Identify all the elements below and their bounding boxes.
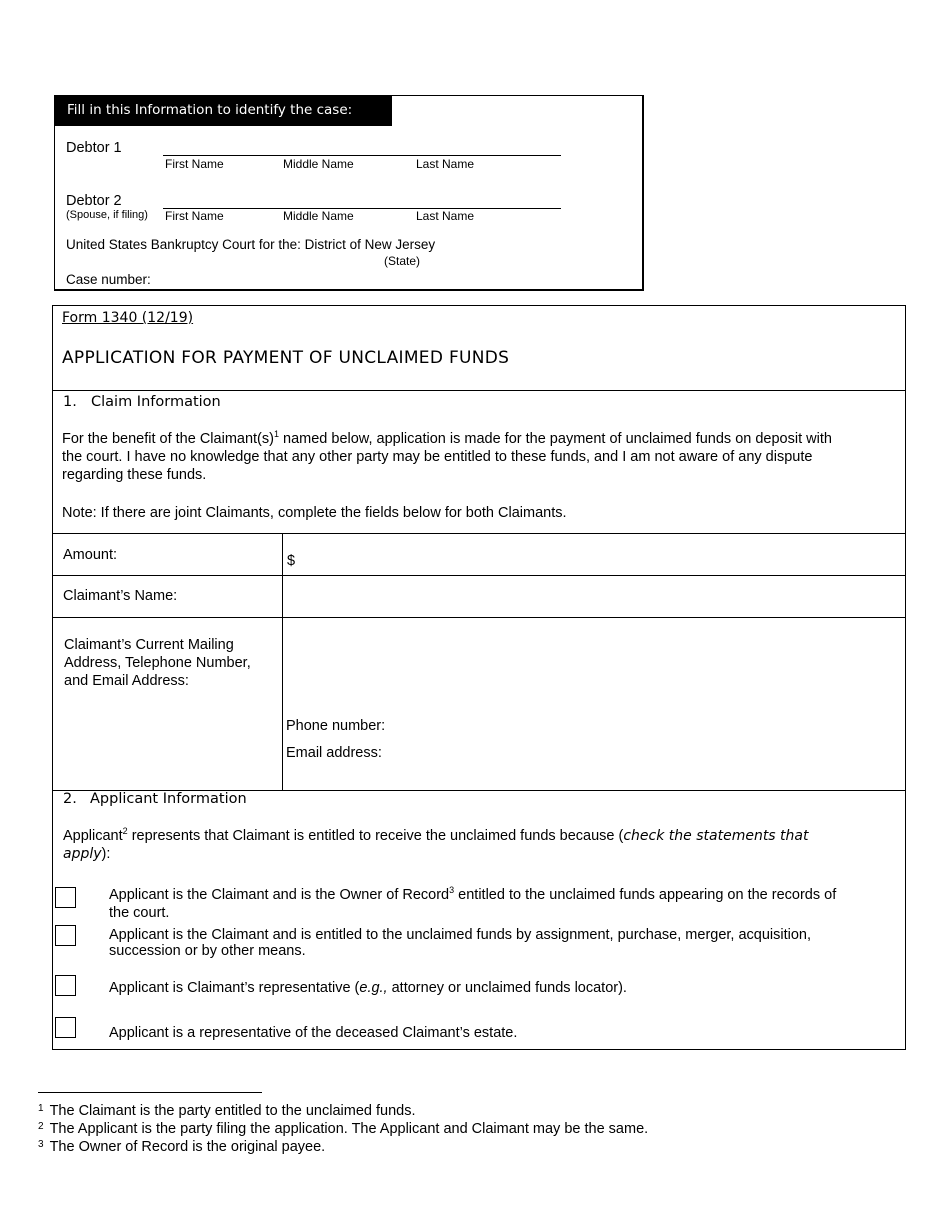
option1-text-line2: the court. (109, 905, 170, 921)
debtor1-first-name-label: First Name (165, 157, 224, 171)
debtor2-label: Debtor 2 (66, 193, 122, 209)
application-form (52, 305, 906, 1050)
option1-text-a: Applicant is the Claimant and is the Owner of Record (109, 887, 450, 903)
amount-label: Amount: (63, 547, 117, 563)
column-divider (282, 533, 283, 790)
divider (53, 575, 905, 576)
owner-of-record-checkbox[interactable] (55, 887, 76, 908)
address-label-line3: and Email Address: (64, 673, 189, 689)
footnote-1-text: The Claimant is the party entitled to the unclaimed funds. (49, 1103, 416, 1119)
debtor1-middle-name-label: Middle Name (283, 157, 354, 171)
claimant-name-field[interactable] (284, 577, 904, 616)
option3-text (109, 979, 899, 997)
case-identification-box (54, 95, 644, 291)
footnote-ref-1: 1 (273, 429, 279, 440)
debtor2-first-name-label: First Name (165, 209, 224, 223)
phone-number-field[interactable]: Phone number: (286, 718, 386, 734)
option3-text-a: Applicant is Claimant’s representative ( (109, 980, 360, 996)
intro-text-a: Applicant (63, 828, 123, 844)
footnote-3-number: 3 (38, 1139, 44, 1150)
para-text-b: named below, application is made for the payment of unclaimed funds on deposit with (278, 431, 832, 447)
intro-italic2: apply (63, 846, 102, 862)
section2-number: 2. (63, 791, 77, 807)
footnote-separator (38, 1092, 262, 1093)
section1-heading: Claim Information (91, 394, 221, 410)
representative-checkbox[interactable] (55, 975, 76, 996)
form-title: APPLICATION FOR PAYMENT OF UNCLAIMED FUNDS (62, 348, 510, 368)
joint-claimants-note: Note: If there are joint Claimants, complete the fields below for both Claimants. (62, 505, 567, 521)
footnote-2-text: The Applicant is the party filing the application. The Applicant and Claimant may be the same. (49, 1121, 649, 1137)
footnote-2 (38, 1118, 648, 1138)
claimant-name-label: Claimant’s Name: (63, 588, 178, 604)
mailing-address-field[interactable] (284, 619, 904, 709)
option4-text: Applicant is a representative of the deceased Claimant’s estate. (109, 1025, 518, 1041)
estate-representative-checkbox[interactable] (55, 1017, 76, 1038)
option3-italic: e.g., (359, 980, 388, 996)
court-text: United States Bankruptcy Court for the: District of New Jersey (66, 237, 436, 252)
para-text-line2: the court. I have no knowledge that any other party may be entitled to these funds, and I am not aware of any dispute (62, 449, 813, 465)
state-label: (State) (384, 254, 421, 268)
section2-heading: Applicant Information (90, 791, 247, 807)
email-address-field[interactable]: Email address: (286, 745, 382, 761)
divider (53, 390, 905, 391)
form-number: Form 1340 (12/19) (62, 310, 194, 326)
assignment-checkbox[interactable] (55, 925, 76, 946)
para-text-line3: regarding these funds. (62, 467, 207, 483)
divider (53, 533, 905, 534)
section1-number: 1. (63, 394, 77, 410)
footnote-1 (38, 1100, 415, 1120)
case-box-header: Fill in this Information to identify the case: (55, 96, 392, 126)
debtor2-last-name-label: Last Name (416, 209, 475, 223)
intro-italic: check the statements that (623, 828, 809, 844)
amount-field[interactable]: $ (287, 553, 296, 569)
option2-text (109, 927, 899, 959)
para-text-a: For the benefit of the Claimant(s) (62, 431, 274, 447)
footnote-1-number: 1 (38, 1103, 44, 1114)
option2-text-line1: Applicant is the Claimant and is entitled to the unclaimed funds by assignment, purchase, merger, acquisition, (109, 927, 812, 943)
debtor1-last-name-label: Last Name (416, 157, 475, 171)
option1-text-b: entitled to the unclaimed funds appearing on the records of (454, 887, 837, 903)
address-label-line2: Address, Telephone Number, (64, 655, 251, 671)
footnote-3 (38, 1136, 325, 1156)
footnote-2-number: 2 (38, 1121, 44, 1132)
option1-text (109, 886, 899, 922)
address-label (64, 636, 251, 690)
debtor1-name-line[interactable] (163, 155, 561, 156)
section2-intro (63, 827, 893, 863)
intro-end: ): (101, 846, 111, 862)
divider (53, 617, 905, 618)
intro-text-b: represents that Claimant is entitled to receive the unclaimed funds because ( (127, 828, 624, 844)
footnote-ref-3: 3 (449, 885, 455, 896)
section1-paragraph (62, 430, 902, 484)
debtor1-label: Debtor 1 (66, 140, 122, 156)
debtor2-spouse-note: (Spouse, if filing) (66, 209, 148, 221)
debtor2-middle-name-label: Middle Name (283, 209, 354, 223)
case-number-label: Case number: (66, 272, 151, 287)
footnote-3-text: The Owner of Record is the original payee. (49, 1139, 326, 1155)
footnote-ref-2: 2 (122, 826, 128, 837)
option3-text-b: attorney or unclaimed funds locator). (387, 980, 627, 996)
option2-text-line2: succession or by other means. (109, 943, 306, 959)
address-label-line1: Claimant’s Current Mailing (64, 637, 234, 653)
